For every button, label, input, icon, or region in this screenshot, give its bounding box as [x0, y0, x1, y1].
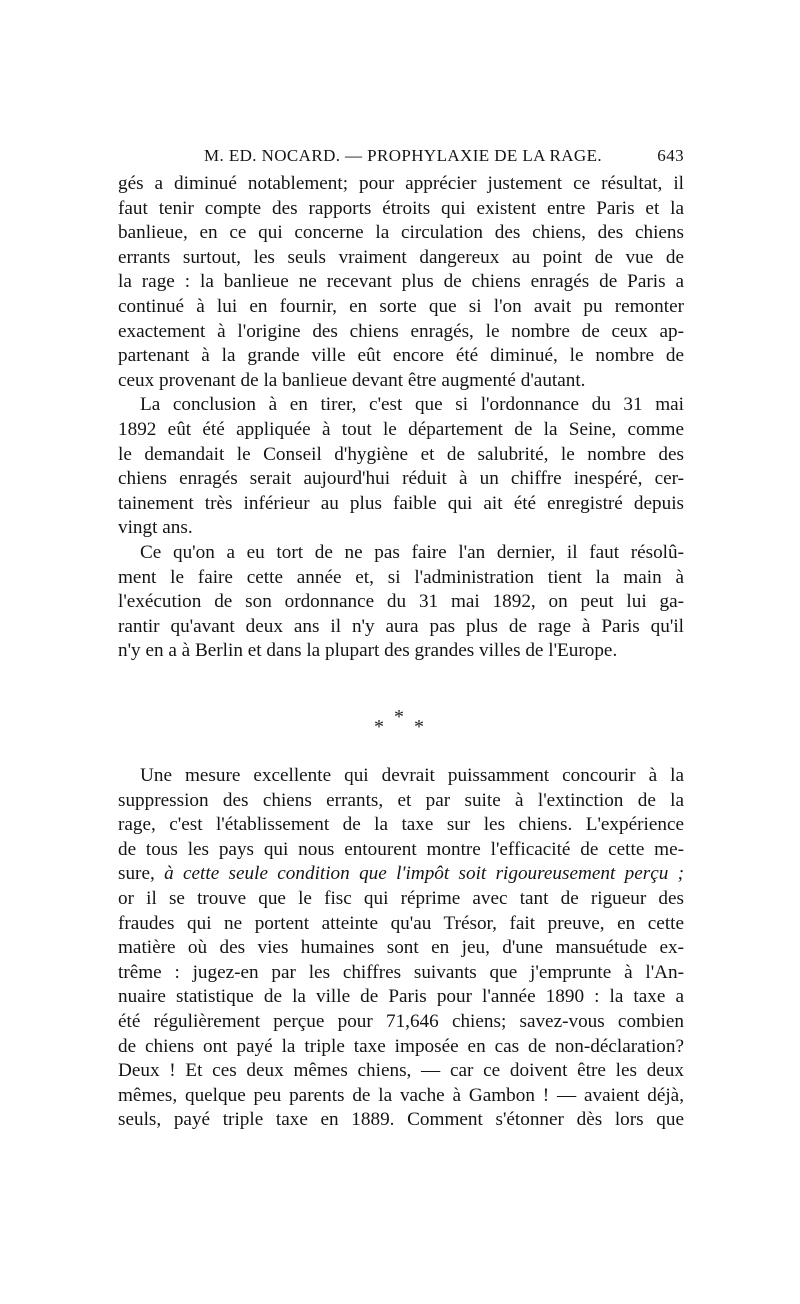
asterisk: * [394, 706, 404, 728]
running-title: M. ED. NOCARD. — PROPHYLAXIE DE LA RAGE. [204, 146, 603, 165]
text-line: vingt ans. [118, 517, 193, 539]
text-line: rantir qu'avant deux ans il n'y aura pas plus de rage à Paris qu'il [118, 615, 684, 637]
text-block-2 [118, 764, 684, 1133]
text-line: Deux ! Et ces deux mêmes chiens, — car ce doivent être les deux [118, 1060, 684, 1082]
text-line: nuaire statistique de la ville de Paris pour l'année 1890 : la taxe a [118, 986, 684, 1008]
text-line: faut tenir compte des rapports étroits qui existent entre Paris et la [118, 197, 684, 219]
text-line: le demandait le Conseil d'hygiène et de salubrité, le nombre des [118, 443, 684, 465]
text-line: Une mesure excellente qui devrait puissamment concourir à la [140, 765, 684, 786]
text-line: chiens enragés serait aujourd'hui réduit à un chiffre inespéré, cer- [118, 468, 684, 490]
text-line: banlieue, en ce qui concerne la circulation des chiens, des chiens [118, 222, 684, 244]
section-separator [370, 706, 430, 736]
text-line: matière où des vies humaines sont en jeu, d'une mansuétude ex- [118, 937, 684, 959]
text-line: La conclusion à en tirer, c'est que si l'ordonnance du 31 mai [140, 394, 684, 416]
text-block-1 [118, 172, 684, 664]
text-line: été régulièrement perçue pour 71,646 chiens; savez-vous combien [118, 1010, 684, 1032]
paragraph-4 [118, 764, 684, 1133]
text-line: mêmes, quelque peu parents de la vache à Gambon ! — avaient déjà, [118, 1084, 684, 1106]
page-number: 643 [657, 146, 684, 165]
text-line-with-italic [118, 862, 684, 887]
text-line: de tous les pays qui nous entourent montre l'efficacité de cette me- [118, 838, 684, 860]
text-line: de chiens ont payé la triple taxe imposée en cas de non-déclaration? [118, 1035, 684, 1057]
text-line: fraudes qui ne portent atteinte qu'au Trésor, fait preuve, en cette [118, 912, 684, 934]
asterisk: * [414, 716, 424, 738]
text-line: n'y en a à Berlin et dans la plupart des grandes villes de l'Europe. [118, 640, 618, 662]
text-line: gés a diminué notablement; pour apprécier justement ce résultat, il [118, 173, 684, 194]
text-line: la rage : la banlieue ne recevant plus de chiens enragés de Paris a [118, 271, 684, 293]
text-line: or il se trouve que le fisc qui réprime avec tant de rigueur des [118, 887, 684, 909]
text-line: errants surtout, les seuls vraiment dangereux au point de vue de [118, 246, 684, 268]
text-line: partenant à la grande ville eût encore été diminué, le nombre de [118, 345, 684, 367]
text-line: exactement à l'origine des chiens enragés, le nombre de ceux ap- [118, 320, 684, 342]
italic-emphasis: à cette seule condition que l'impôt soit rigoureusement perçu ; [164, 863, 685, 885]
text-line: suppression des chiens errants, et par suite à l'extinction de la [118, 789, 684, 811]
text-line: 1892 eût été appliquée à tout le département de la Seine, comme [118, 418, 684, 440]
paragraph-3 [118, 541, 684, 664]
text-line: Ce qu'on a eu tort de ne pas faire l'an dernier, il faut résolû- [140, 541, 684, 563]
text-line: ment le faire cette année et, si l'administration tient la main à [118, 566, 684, 588]
asterisk: * [374, 716, 384, 738]
text-line: rage, c'est l'établissement de la taxe sur les chiens. L'expérience [118, 814, 684, 836]
text-line: seuls, payé triple taxe en 1889. Comment s'étonner dès lors que [118, 1109, 684, 1131]
text-line: continué à lui en fournir, en sorte que si l'on avait pu remonter [118, 295, 684, 317]
paragraph-1 [118, 172, 684, 393]
text-fragment: sure, [118, 863, 165, 885]
text-line: l'exécution de son ordonnance du 31 mai 1892, on peut lui ga- [118, 591, 684, 613]
text-line: ceux provenant de la banlieue devant être augmenté d'autant. [118, 369, 586, 391]
paragraph-2 [118, 393, 684, 541]
text-line: tainement très inférieur au plus faible qui ait été enregistré depuis [118, 492, 684, 514]
text-line: trême : jugez-en par les chiffres suivants que j'emprunte à l'An- [118, 961, 684, 983]
